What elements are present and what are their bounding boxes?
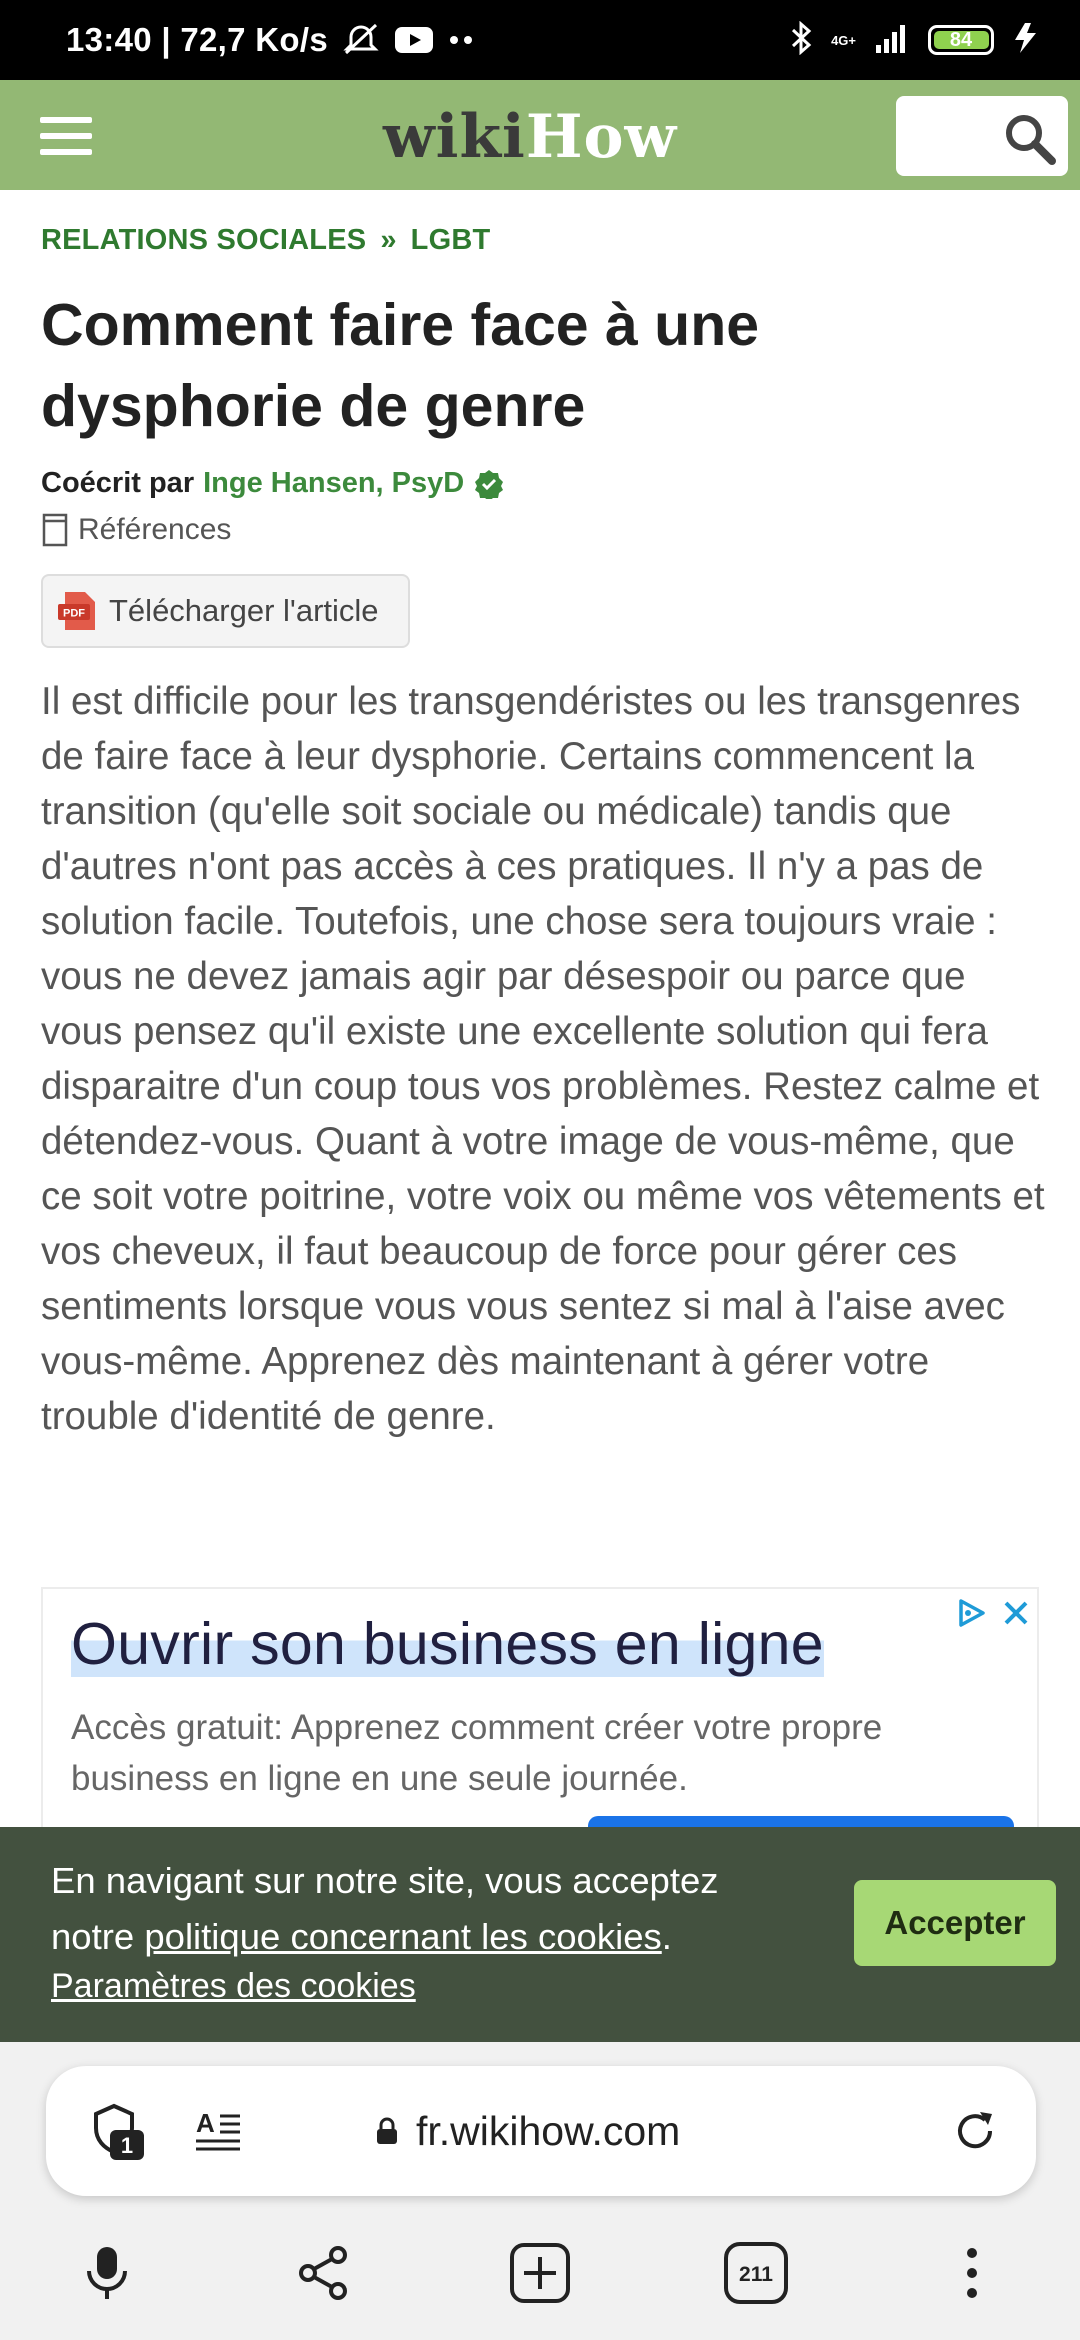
address-bar[interactable] bbox=[46, 2066, 1036, 2196]
lock-icon bbox=[376, 2117, 398, 2145]
cookie-banner bbox=[0, 1827, 1080, 2042]
menu-icon[interactable] bbox=[40, 117, 92, 155]
wikihow-logo[interactable]: wikiHow bbox=[383, 102, 678, 172]
alarm-muted-icon bbox=[342, 23, 380, 57]
book-icon bbox=[41, 512, 69, 548]
microphone-icon[interactable] bbox=[62, 2225, 152, 2320]
network-type: 4G+ bbox=[831, 32, 856, 48]
author-link[interactable]: Inge Hansen, PsyD bbox=[203, 467, 465, 499]
tabs-count: 211 bbox=[739, 2262, 773, 2286]
browser-bottom-nav bbox=[0, 2225, 1080, 2320]
references-label: Références bbox=[78, 513, 232, 546]
search-icon[interactable] bbox=[1000, 110, 1060, 171]
status-bar bbox=[0, 0, 1080, 80]
references-link[interactable] bbox=[41, 512, 231, 548]
article-intro: Il est difficile pour les transgendéristes ou les transgenres de faire face à leur dysphorie. Certains commencent la transition (qu'elle soit sociale ou médicale) tandis que d'autres n'ont pas accès à ces pratiques. Il n'y a pas de solution facile. Toutefois, une chose sera toujours vraie : vous ne devez jamais agir par désespoir ou parce que vous pensez qu'il existe une excellente solution qui fera disparaitre d'un coup tous vos problèmes. Restez calme et détendez-vous. Quant à votre image de vous-même, que ce soit votre poitrine, votre voix ou même vos vêtements et vos cheveux, il faut beaucoup de force pour gérer ces sentiments lorsque vous vous sentez si mal à l'aise avec vous-même. Apprenez dès maintenant à gérer votre trouble d'identité de genre. bbox=[41, 680, 1045, 1438]
adchoices-icon[interactable] bbox=[955, 1597, 989, 1634]
breadcrumb-subcategory[interactable]: LGBT bbox=[410, 224, 491, 256]
reload-icon[interactable] bbox=[950, 2106, 1000, 2161]
battery-level: 84 bbox=[949, 28, 973, 51]
byline bbox=[41, 467, 504, 500]
verified-badge-icon bbox=[474, 469, 504, 499]
svg-text:A: A bbox=[196, 2108, 215, 2138]
ad-description: Accès gratuit: Apprenez comment créer votre propre business en ligne en une seule journée. bbox=[71, 1708, 883, 1798]
more-notifications-icon bbox=[448, 35, 476, 45]
reader-mode-icon[interactable] bbox=[194, 2108, 244, 2159]
bluetooth-icon bbox=[789, 21, 813, 60]
svg-text:PDF: PDF bbox=[63, 607, 85, 620]
advertisement[interactable] bbox=[41, 1587, 1039, 1827]
site-header bbox=[0, 80, 1080, 190]
tabs-icon[interactable] bbox=[711, 2225, 801, 2320]
download-article-button[interactable] bbox=[41, 574, 410, 648]
pdf-icon bbox=[57, 590, 97, 632]
cookie-settings-link[interactable]: Paramètres des cookies bbox=[51, 1967, 416, 2005]
new-tab-icon[interactable] bbox=[495, 2225, 585, 2320]
breadcrumb-category[interactable]: RELATIONS SOCIALES bbox=[41, 224, 367, 256]
more-options-icon[interactable] bbox=[927, 2225, 1017, 2320]
byline-prefix: Coécrit par bbox=[41, 467, 195, 499]
shield-count: 1 bbox=[120, 2133, 134, 2158]
share-icon[interactable] bbox=[279, 2225, 369, 2320]
youtube-icon bbox=[394, 25, 434, 55]
page-title: Comment faire face à une dysphorie de genre bbox=[41, 292, 760, 439]
download-label: Télécharger l'article bbox=[109, 593, 379, 628]
breadcrumb-separator: » bbox=[380, 224, 397, 256]
url-text[interactable]: fr.wikihow.com bbox=[416, 2107, 681, 2154]
status-time-speed: 13:40 | 72,7 Ko/s bbox=[66, 21, 328, 58]
charging-icon bbox=[1012, 22, 1042, 59]
cookie-policy-link[interactable]: politique concernant les cookies bbox=[144, 1916, 662, 1957]
breadcrumb bbox=[41, 224, 490, 257]
signal-icon bbox=[874, 23, 910, 58]
ad-cta-button[interactable] bbox=[588, 1816, 1014, 1827]
shield-icon[interactable] bbox=[88, 2102, 150, 2167]
search-input[interactable] bbox=[896, 96, 1068, 176]
battery-indicator bbox=[928, 25, 994, 55]
cookie-text: En navigant sur notre site, vous acceptez notre politique concernant les cookies. bbox=[51, 1860, 719, 1957]
ad-title[interactable]: Ouvrir son business en ligne bbox=[71, 1611, 824, 1677]
accept-cookies-button[interactable]: Accepter bbox=[854, 1880, 1056, 1966]
close-ad-icon[interactable] bbox=[1003, 1600, 1029, 1631]
